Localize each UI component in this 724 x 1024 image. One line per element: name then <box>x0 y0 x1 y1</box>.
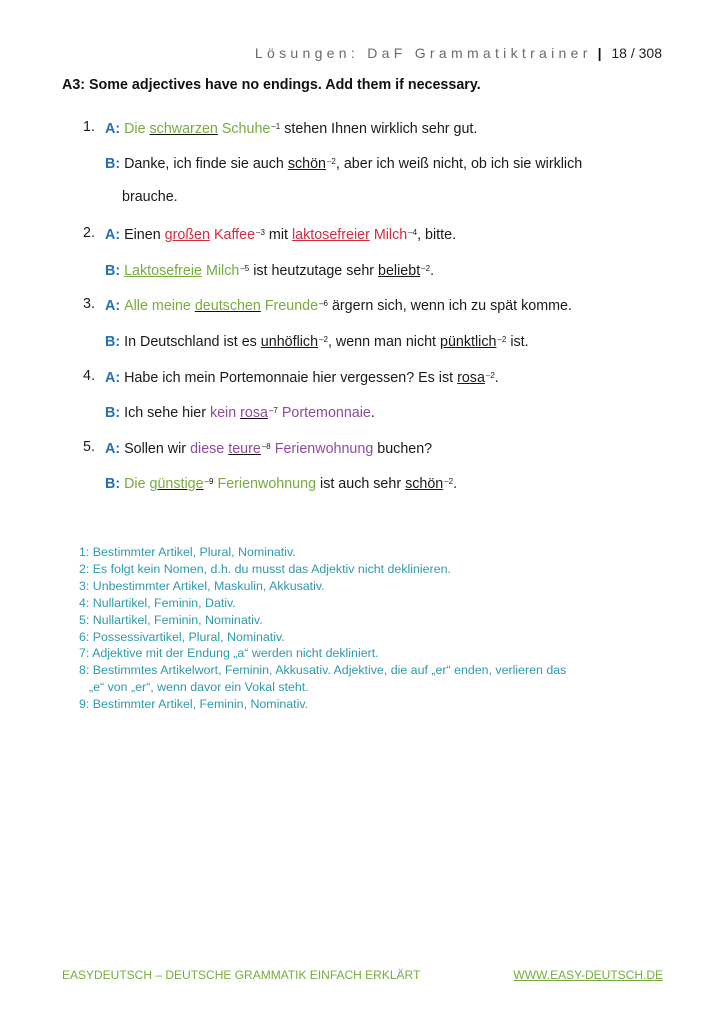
sentence-rest: ärgern sich, wenn ich zu spät komme. <box>331 298 572 314</box>
speaker-label: A: <box>105 441 121 457</box>
item-1-b <box>105 153 582 173</box>
speaker-label: A: <box>105 121 121 137</box>
footnote-continuation: „e“ von „er“, wenn davor ein Vokal steht. <box>89 680 309 695</box>
sentence-middle: ist heutzutage sehr <box>253 263 375 279</box>
footnote-ref: –7 <box>268 406 278 415</box>
speaker-label: B: <box>105 156 121 172</box>
answer-adjective: schwarzen <box>149 121 218 137</box>
sentence-middle: ist auch sehr <box>320 476 402 492</box>
sentence-continuation: brauche. <box>122 189 178 205</box>
footnote-ref: –2 <box>319 335 328 344</box>
sentence-rest: stehen Ihnen wirklich sehr gut. <box>284 121 478 137</box>
header-title: Lösungen: DaF Grammatiktrainer <box>254 45 592 61</box>
footnote-item: 2: Es folgt kein Nomen, d.h. du musst das Adjektiv nicht deklinieren. <box>79 561 451 576</box>
item-4-b <box>105 402 375 422</box>
sentence-rest: . <box>494 370 499 386</box>
sentence-start: Habe ich mein Portemonnaie hier vergessen? Es ist <box>124 370 454 386</box>
noun: Schuhe <box>221 121 271 137</box>
header-separator: | <box>597 45 602 61</box>
sentence-rest: ist. <box>510 334 529 350</box>
footnote-item: 3: Unbestimmter Artikel, Maskulin, Akkusativ. <box>79 578 325 593</box>
answer-adjective: teure <box>228 441 261 457</box>
sentence-middle: , wenn man nicht <box>327 334 437 350</box>
footnote-item: 7: Adjektive mit der Endung „a“ werden nicht dekliniert. <box>79 646 379 661</box>
sentence-rest: , bitte. <box>417 227 457 243</box>
sentence-start: Danke, ich finde sie auch <box>124 156 284 172</box>
answer-adjective: rosa <box>240 405 268 421</box>
sentence-start: In Deutschland ist es <box>124 334 257 350</box>
footnote-ref: –2 <box>485 371 495 380</box>
article: diese <box>190 441 225 457</box>
task-title: A3: Some adjectives have no endings. Add them if necessary. <box>62 77 481 93</box>
item-number: 3. <box>83 296 95 312</box>
item-4-a <box>83 367 499 387</box>
article: Alle meine <box>124 298 191 314</box>
noun: Ferienwohnung <box>217 476 317 492</box>
noun: Milch <box>373 227 408 243</box>
item-3-a <box>83 295 572 315</box>
speaker-label: B: <box>105 476 121 492</box>
answer-adjective: Laktosefreie <box>124 263 202 279</box>
sentence-rest: . <box>453 476 458 492</box>
article: kein <box>209 405 237 421</box>
item-number: 4. <box>83 368 95 384</box>
footnote-item: 5: Nullartikel, Feminin, Nominativ. <box>79 612 263 627</box>
footnote-ref: –2 <box>326 157 336 166</box>
footnote-ref: –4 <box>408 228 418 237</box>
footnote-ref: –5 <box>240 264 250 273</box>
answer-adjective: rosa <box>457 370 485 386</box>
footnote-item: 8: Bestimmtes Artikelwort, Feminin, Akkusativ. Adjektive, die auf „er“ enden, verlieren das <box>79 663 567 678</box>
connector: mit <box>268 227 288 243</box>
footnotes <box>79 544 566 713</box>
article: Die <box>124 121 146 137</box>
sentence-rest: . <box>370 405 375 421</box>
answer-adjective: schön <box>287 156 326 172</box>
page-number: 18 / 308 <box>611 45 662 61</box>
noun: Ferienwohnung <box>274 441 374 457</box>
footnote-ref: –2 <box>421 264 431 273</box>
answer-adjective: laktosefreier <box>291 227 370 243</box>
item-5-a <box>83 438 432 458</box>
footnote-item: 9: Bestimmter Artikel, Feminin, Nominativ. <box>79 697 309 712</box>
noun: Freunde <box>264 298 319 314</box>
item-1-b-cont <box>122 188 178 206</box>
footnote-ref: –3 <box>256 228 265 237</box>
footnote-ref: –1 <box>271 122 281 131</box>
item-5-b <box>105 473 457 493</box>
sentence-start: Ich sehe hier <box>124 405 206 421</box>
noun: Milch <box>205 263 240 279</box>
item-1-a <box>83 118 477 138</box>
item-number: 2. <box>83 225 95 241</box>
answer-adjective: beliebt <box>378 263 421 279</box>
article: Die <box>124 476 146 492</box>
speaker-label: A: <box>105 370 121 386</box>
item-2-a <box>83 224 456 244</box>
answer-adjective: pünktlich <box>440 334 497 350</box>
answer-adjective: schön <box>405 476 444 492</box>
speaker-label: B: <box>105 263 121 279</box>
item-3-b <box>105 331 529 351</box>
sentence-rest: buchen? <box>377 441 433 457</box>
speaker-label: B: <box>105 405 121 421</box>
footnote-ref: –6 <box>319 299 328 308</box>
item-number: 5. <box>83 439 95 455</box>
item-number: 1. <box>83 119 95 135</box>
answer-adjective: günstige <box>149 476 204 492</box>
sentence-start: Sollen wir <box>124 441 187 457</box>
footnote-ref: –8 <box>261 442 271 451</box>
sentence-rest: . <box>430 263 435 279</box>
speaker-label: A: <box>105 298 121 314</box>
speaker-label: B: <box>105 334 121 350</box>
footnote-item: 4: Nullartikel, Feminin, Dativ. <box>79 595 236 610</box>
footnote-item: 6: Possessivartikel, Plural, Nominativ. <box>79 629 285 644</box>
article: Einen <box>124 227 161 243</box>
answer-adjective: großen <box>164 227 210 243</box>
footer-brand: EASYDEUTSCH – DEUTSCHE GRAMMATIK EINFACH ERKLÄRT <box>62 968 421 982</box>
answer-adjective: unhöflich <box>260 334 319 350</box>
footnote-item: 1: Bestimmter Artikel, Plural, Nominativ. <box>79 545 296 559</box>
footnote-ref: –2 <box>497 335 507 344</box>
sentence-rest: , aber ich weiß nicht, ob ich sie wirklich <box>335 156 583 172</box>
noun: Portemonnaie <box>281 405 371 421</box>
footnote-ref: –9 <box>204 477 214 486</box>
footer-website-link[interactable]: WWW.EASY-DEUTSCH.DE <box>513 968 663 982</box>
footnote-ref: –2 <box>444 477 454 486</box>
noun: Kaffee <box>213 227 256 243</box>
speaker-label: A: <box>105 227 121 243</box>
page-header <box>255 45 662 61</box>
answer-adjective: deutschen <box>194 298 261 314</box>
item-2-b <box>105 260 434 280</box>
